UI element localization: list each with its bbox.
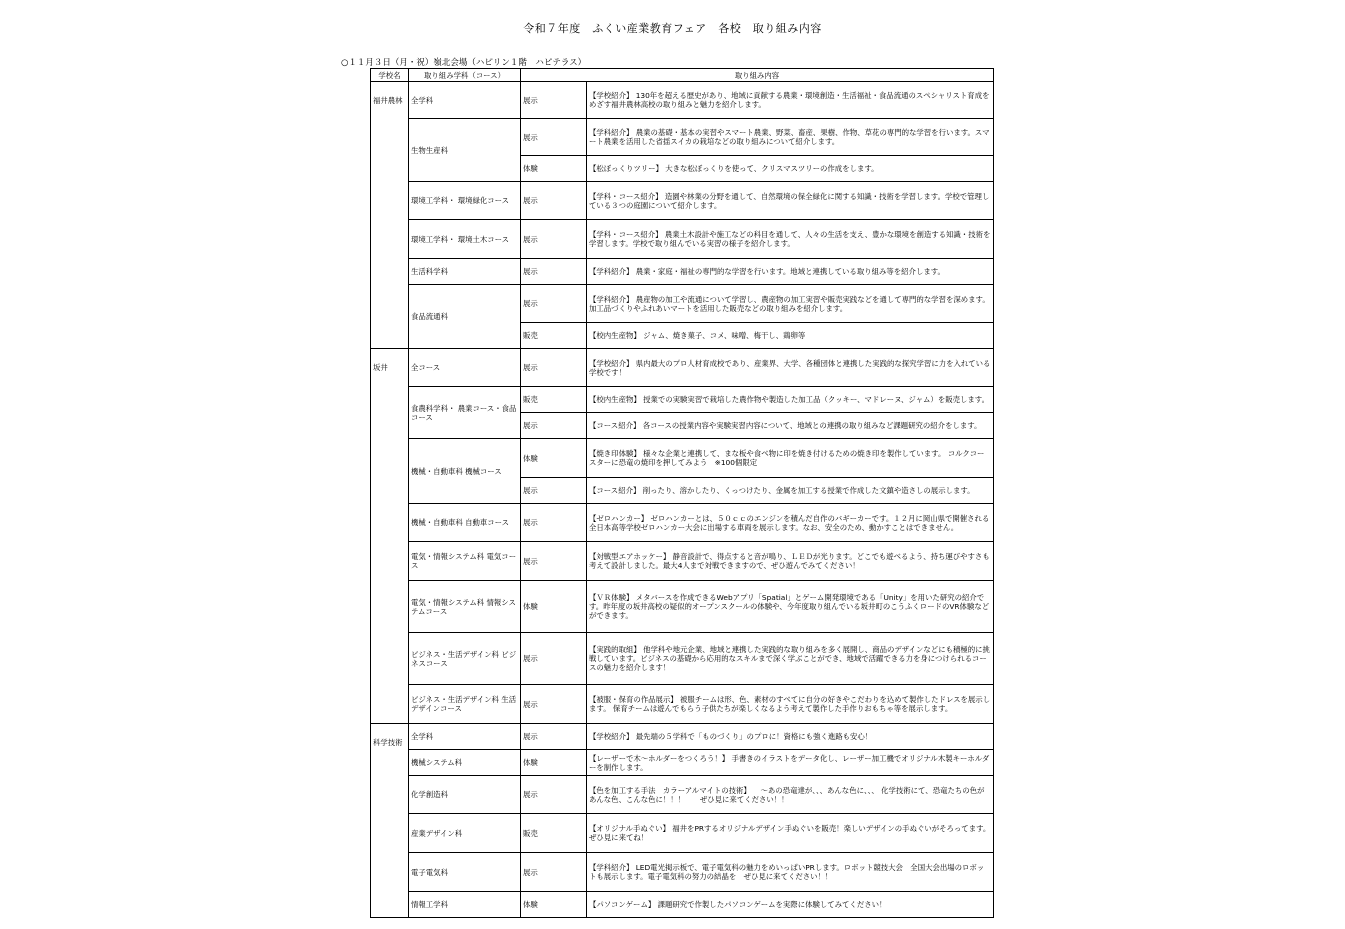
activity-type-cell: 展示 bbox=[521, 413, 587, 439]
activity-content-cell: 【学科・コース紹介】 造園や林業の分野を通して、自然環境の保全緑化に関する知識・技術を学習します。学校で管理している３つの庭園について紹介します。 bbox=[587, 182, 994, 220]
table-row bbox=[371, 82, 994, 119]
activity-content-cell: 【学科紹介】 農業の基礎・基本の実習やスマート農業、野菜、畜産、果樹、作物、草花の専門的な学習を行います。スマート農業を活用した省揺スイカの栽培などの取り組みについて紹介します。 bbox=[587, 119, 994, 156]
activity-type-cell: 展示 bbox=[521, 220, 587, 259]
header-dept: 取り組み学科（コース） bbox=[409, 69, 521, 82]
activity-content-cell: 【対戦型エアホッケー】 静音設計で、得点すると音が鳴り、ＬＥＤが光ります。どこでも遊べるよう、持ち運びやすさも考えて設計しました。最大4人まで対戦できますので、ぜひ遊んでみてください！ bbox=[587, 542, 994, 581]
activity-type-cell: 体験 bbox=[521, 892, 587, 918]
activity-type-cell: 展示 bbox=[521, 285, 587, 323]
activity-content-cell: 【焼き印体験】 様々な企業と連携して、まな板や食べ物に印を焼き付けるための焼き印を製作しています。 コルクコースターに恐竜の焼印を押してみよう ※100個限定 bbox=[587, 439, 994, 478]
department-cell: 食品流通科 bbox=[409, 285, 521, 349]
activity-content-cell: 【レーザーで木～ホルダーをつくろう！】 手書きのイラストをデータ化し、レーザー加工機でオリジナル木製キーホルダーを制作します。 bbox=[587, 750, 994, 776]
activity-content-cell: 【学科紹介】 農産物の加工や流通について学習し、農産物の加工実習や販売実践などを通して専門的な学習を深めます。加工品づくりやふれあいマートを活用した販売などの取り組みを紹介します。 bbox=[587, 285, 994, 323]
activity-content-cell: 【オリジナル手ぬぐい】 福井をPRするオリジナルデザイン手ぬぐいを販売！楽しいデザインの手ぬぐいがそろってます。ぜひ見に来てね！ bbox=[587, 814, 994, 853]
table-row bbox=[371, 542, 994, 581]
table-row bbox=[371, 182, 994, 220]
header-school: 学校名 bbox=[371, 69, 409, 82]
table-row bbox=[371, 119, 994, 156]
activity-type-cell: 体験 bbox=[521, 581, 587, 633]
department-cell: 機械システム科 bbox=[409, 750, 521, 776]
table-row bbox=[371, 685, 994, 724]
department-cell: 環境工学科・ 環境緑化コース bbox=[409, 182, 521, 220]
activity-content-cell: 【パソコンゲーム】 課題研究で作製したパソコンゲームを実際に体験してみてください！ bbox=[587, 892, 994, 918]
table-row bbox=[371, 387, 994, 413]
table-header-row bbox=[371, 69, 994, 82]
table-row bbox=[371, 750, 994, 776]
activity-content-cell: 【学科紹介】 LED電光掲示板で、電子電気科の魅力をめいっぱいPRします。ロボット競技大会 全国大会出場のロボットも展示します。電子電気科の努力の結晶を ぜひ見に来てください！！ bbox=[587, 853, 994, 892]
activity-content-cell: 【校内生産物】 ジャム、焼き菓子、コメ、味噌、梅干し、鶏卵等 bbox=[587, 323, 994, 349]
activity-type-cell: 展示 bbox=[521, 82, 587, 119]
activity-content-cell: 【ゼロハンカー】 ゼロハンカーとは、５０ｃｃのエンジンを積んだ自作のバギーカーです。１２月に岡山県で開催される全日本高等学校ゼロハンカー大会に出場する車両を展示します。なお、安全のため、動かすことはできません。 bbox=[587, 504, 994, 542]
department-cell: ビジネス・生活デザイン科 ビジネスコース bbox=[409, 633, 521, 685]
department-cell: 全コース bbox=[409, 349, 521, 387]
activity-type-cell: 販売 bbox=[521, 323, 587, 349]
activity-type-cell: 展示 bbox=[521, 478, 587, 504]
header-content: 取り組み内容 bbox=[521, 69, 994, 82]
department-cell: 機械・自動車科 自動車コース bbox=[409, 504, 521, 542]
department-cell: 電子電気科 bbox=[409, 853, 521, 892]
activity-type-cell: 展示 bbox=[521, 633, 587, 685]
department-cell: 機械・自動車科 機械コース bbox=[409, 439, 521, 504]
school-name-cell: 科学技術 bbox=[371, 724, 409, 918]
table-row bbox=[371, 892, 994, 918]
department-cell: 電気・情報システム科 電気コース bbox=[409, 542, 521, 581]
department-cell: 化学創造科 bbox=[409, 776, 521, 814]
department-cell: 電気・情報システム科 情報システムコース bbox=[409, 581, 521, 633]
activity-type-cell: 展示 bbox=[521, 259, 587, 285]
activity-content-cell: 【学校紹介】 県内最大のプロ人材育成校であり、産業界、大学、各種団体と連携した実践的な探究学習に力を入れている学校です！ bbox=[587, 349, 994, 387]
table-row bbox=[371, 814, 994, 853]
page-title: 令和７年度 ふくい産業教育フェア 各校 取り組み内容 bbox=[523, 22, 822, 35]
activity-type-cell: 販売 bbox=[521, 387, 587, 413]
department-cell: 全学科 bbox=[409, 724, 521, 750]
activity-content-cell: 【学校紹介】 130年を超える歴史があり、地域に貢献する農業・環境創造・生活福祉・食品流通のスペシャリスト育成をめざす福井農林高校の取り組みと魅力を紹介します。 bbox=[587, 82, 994, 119]
table-row bbox=[371, 220, 994, 259]
department-cell: ビジネス・生活デザイン科 生活デザインコース bbox=[409, 685, 521, 724]
activity-type-cell: 体験 bbox=[521, 439, 587, 478]
activity-type-cell: 展示 bbox=[521, 182, 587, 220]
activity-type-cell: 展示 bbox=[521, 776, 587, 814]
activity-type-cell: 展示 bbox=[521, 685, 587, 724]
activity-type-cell: 展示 bbox=[521, 504, 587, 542]
table-row bbox=[371, 633, 994, 685]
school-name-cell: 福井農林 bbox=[371, 82, 409, 349]
department-cell: 生物生産科 bbox=[409, 119, 521, 182]
table-row bbox=[371, 285, 994, 323]
activity-type-cell: 販売 bbox=[521, 814, 587, 853]
table-row bbox=[371, 853, 994, 892]
activity-type-cell: 体験 bbox=[521, 750, 587, 776]
table-row bbox=[371, 776, 994, 814]
activity-type-cell: 展示 bbox=[521, 724, 587, 750]
department-cell: 環境工学科・ 環境土木コース bbox=[409, 220, 521, 259]
venue-subtitle: ○１１月３日（月・祝）嶺北会場（ハピリン１階 ハピテラス） bbox=[341, 58, 587, 68]
school-name-cell: 坂井 bbox=[371, 349, 409, 724]
activity-content-cell: 【色を加工する手法 カラーアルマイトの技術】 ～あの恐竜達が、、、あんな色に、、、 化学技術にて、恐竜たちの色があんな色、こんな色に！！！ ぜひ見に来てください！！ bbox=[587, 776, 994, 814]
department-cell: 食農科学科・ 農業コース・食品コース bbox=[409, 387, 521, 439]
activity-content-cell: 【コース紹介】 削ったり、溶かしたり、くっつけたり、金属を加工する授業で作成した文鎮や造さしの展示します。 bbox=[587, 478, 994, 504]
activity-content-cell: 【コース紹介】 各コースの授業内容や実験実習内容について、地域との連携の取り組みなど課題研究の紹介をします。 bbox=[587, 413, 994, 439]
activity-content-cell: 【学校紹介】 最先端の５学科で「ものづくり」のプロに！資格にも強く進路も安心！ bbox=[587, 724, 994, 750]
department-cell: 情報工学科 bbox=[409, 892, 521, 918]
table-row bbox=[371, 349, 994, 387]
activity-content-cell: 【学科・コース紹介】 農業土木設計や施工などの科目を通して、人々の生活を支え、豊かな環境を創造する知識・技術を学習します。学校で取り組んでいる実習の様子を紹介します。 bbox=[587, 220, 994, 259]
activity-type-cell: 展示 bbox=[521, 349, 587, 387]
activity-type-cell: 体験 bbox=[521, 156, 587, 182]
activities-table bbox=[370, 68, 994, 918]
table-row bbox=[371, 724, 994, 750]
activity-content-cell: 【実践的取組】 他学科や地元企業、地域と連携した実践的な取り組みを多く展開し、商品のデザインなどにも積極的に挑戦しています。ビジネスの基礎から応用的なスキルまで深く学ぶことができ、地域で活躍できる力を身につけられるコースの魅力を紹介します！ bbox=[587, 633, 994, 685]
table-row bbox=[371, 504, 994, 542]
table-row bbox=[371, 259, 994, 285]
department-cell: 生活科学科 bbox=[409, 259, 521, 285]
activity-type-cell: 展示 bbox=[521, 542, 587, 581]
activity-content-cell: 【被服・保育の作品展示】 被服チームは形、色、素材のすべてに自分の好きやこだわりを込めて製作したドレスを展示します。 保育チームは遊んでもらう子供たちが楽しくなるよう考えて製作した手作りおもちゃ等を展示します。 bbox=[587, 685, 994, 724]
department-cell: 全学科 bbox=[409, 82, 521, 119]
activity-type-cell: 展示 bbox=[521, 119, 587, 156]
table-row bbox=[371, 439, 994, 478]
activity-content-cell: 【松ぼっくりツリー】 大きな松ぼっくりを使って、クリスマスツリーの作成をします。 bbox=[587, 156, 994, 182]
activity-content-cell: 【学科紹介】 農業・家庭・福祉の専門的な学習を行います。地域と連携している取り組み等を紹介します。 bbox=[587, 259, 994, 285]
activity-content-cell: 【校内生産物】 授業での実験実習で栽培した農作物や製造した加工品（クッキー、マドレーヌ、ジャム）を販売します。 bbox=[587, 387, 994, 413]
table-row bbox=[371, 581, 994, 633]
department-cell: 産業デザイン科 bbox=[409, 814, 521, 853]
activity-content-cell: 【ＶＲ体験】 メタバースを作成できるWebアプリ「Spatial」とゲーム開発環境である「Unity」を用いた研究の紹介です。昨年度の坂井高校の疑似的オープンスクールの体験や、今年度取り組んでいる坂井町のこうふくロードのVR体験などができます。 bbox=[587, 581, 994, 633]
activity-type-cell: 展示 bbox=[521, 853, 587, 892]
